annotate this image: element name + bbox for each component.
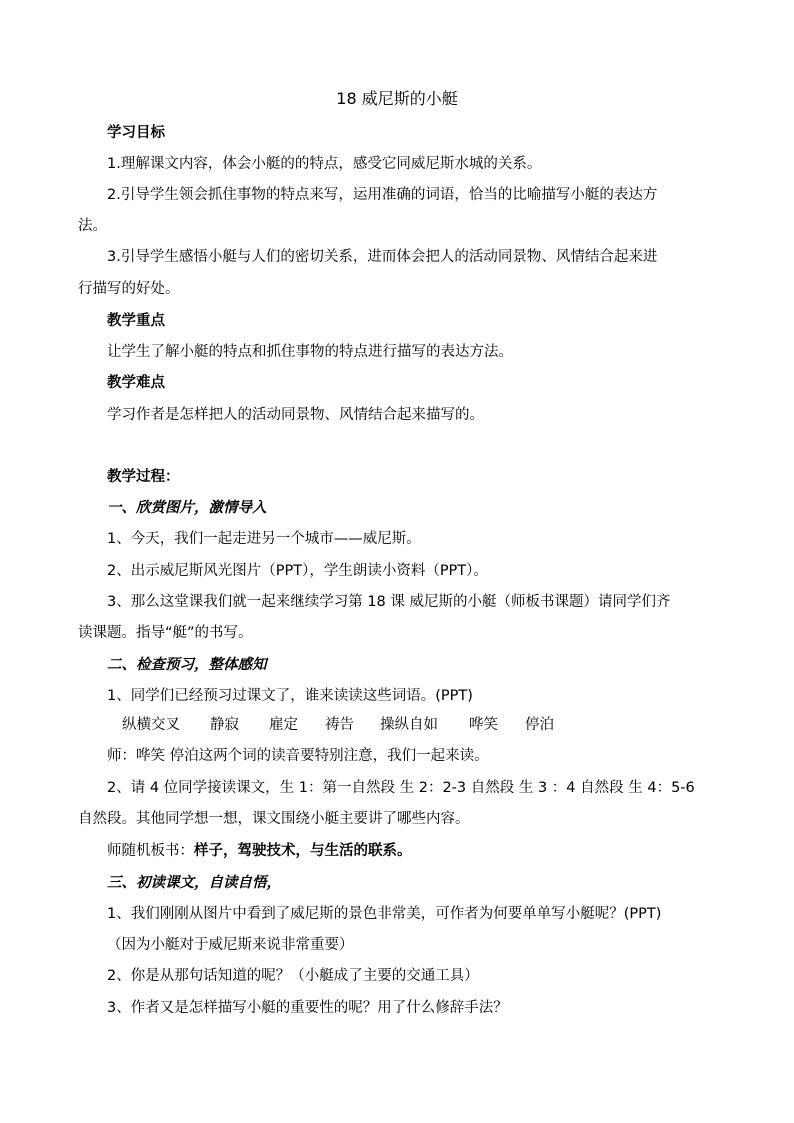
section-2-heading: 二、检查预习，整体感知 — [107, 657, 267, 673]
vocab-word: 哗笑 — [469, 717, 498, 733]
section-3-item-3: 3、作者又是怎样描写小艇的重要性的呢？用了什么修辞手法？ — [107, 1000, 508, 1016]
goal-1: 1.理解课文内容，体会小艇的的特点，感受它同威尼斯水城的关系。 — [107, 156, 542, 172]
section-1-heading: 一、欣赏图片，激情导入 — [107, 500, 267, 516]
section-1-item-3-line-2: 读课题。指导“艇”的书写。 — [78, 625, 253, 641]
key-points-heading: 教学重点 — [107, 313, 165, 329]
goal-3-line-2: 行描写的好处。 — [78, 281, 180, 297]
goal-3-line-1: 3.引导学生感悟小艇与人们的密切关系，进而体会把人的活动同景物、风情结合起来进 — [107, 249, 658, 265]
section-2-item-1: 1、同学们已经预习过课文了，谁来读读这些词语。(PPT) — [107, 688, 473, 704]
section-2-item-2-line-1: 2、请 4 位同学接读课文，生 1：第一自然段 生 2：2-3 自然段 生 3 ：4 自然段 生 4：5-6 — [107, 780, 695, 796]
section-1-item-2: 2、出示威尼斯风光图片（PPT），学生朗读小资料（PPT）。 — [107, 563, 488, 579]
goals-heading: 学习目标 — [107, 125, 165, 141]
page-title: 18 威尼斯的小艇 — [336, 89, 458, 108]
vocab-word: 雇定 — [269, 717, 298, 733]
section-3-item-1-answer: （因为小艇对于威尼斯来说非常重要） — [107, 937, 354, 953]
board-notes-prefix: 师随机板书： — [107, 843, 194, 859]
vocab-word: 祷告 — [325, 717, 354, 733]
board-notes — [107, 841, 718, 861]
difficulty-text: 学习作者是怎样把人的活动同景物、风情结合起来描写的。 — [107, 407, 484, 423]
section-3-heading: 三、初读课文，自读自悟， — [107, 875, 281, 891]
vocab-word: 操纵自如 — [380, 717, 438, 733]
section-2-item-2-line-2: 自然段。其他同学想一想，课文围绕小艇主要讲了哪些内容。 — [78, 811, 470, 827]
vocab-word: 停泊 — [525, 717, 554, 733]
process-heading: 教学过程： — [107, 469, 180, 485]
board-notes-content: 样子，驾驶技术，与生活的联系。 — [194, 843, 412, 859]
vocab-word: 静寂 — [210, 717, 239, 733]
difficulty-heading: 教学难点 — [107, 375, 165, 391]
goal-2-line-1: 2.引导学生领会抓住事物的特点来写，运用准确的词语，恰当的比喻描写小艇的表达方 — [107, 187, 658, 203]
key-points-text: 让学生了解小艇的特点和抓住事物的特点进行描写的表达方法。 — [107, 344, 513, 360]
goal-2-line-2: 法。 — [78, 218, 107, 234]
section-1-item-3-line-1: 3、那么这堂课我们就一起来继续学习第 18 课 威尼斯的小艇（师板书课题）请同学们齐 — [107, 594, 671, 610]
section-2-note: 师：哗笑 停泊这两个词的读音要特别注意，我们一起来读。 — [107, 748, 489, 764]
section-3-item-2: 2、你是从那句话知道的呢？（小艇成了主要的交通工具） — [107, 968, 479, 984]
vocab-word: 纵横交叉 — [122, 717, 180, 733]
section-1-item-1: 1、今天，我们一起走进另一个城市——威尼斯。 — [107, 531, 421, 547]
section-3-item-1: 1、我们刚刚从图片中看到了威尼斯的景色非常美，可作者为何要单单写小艇呢？(PPT) — [107, 906, 662, 922]
